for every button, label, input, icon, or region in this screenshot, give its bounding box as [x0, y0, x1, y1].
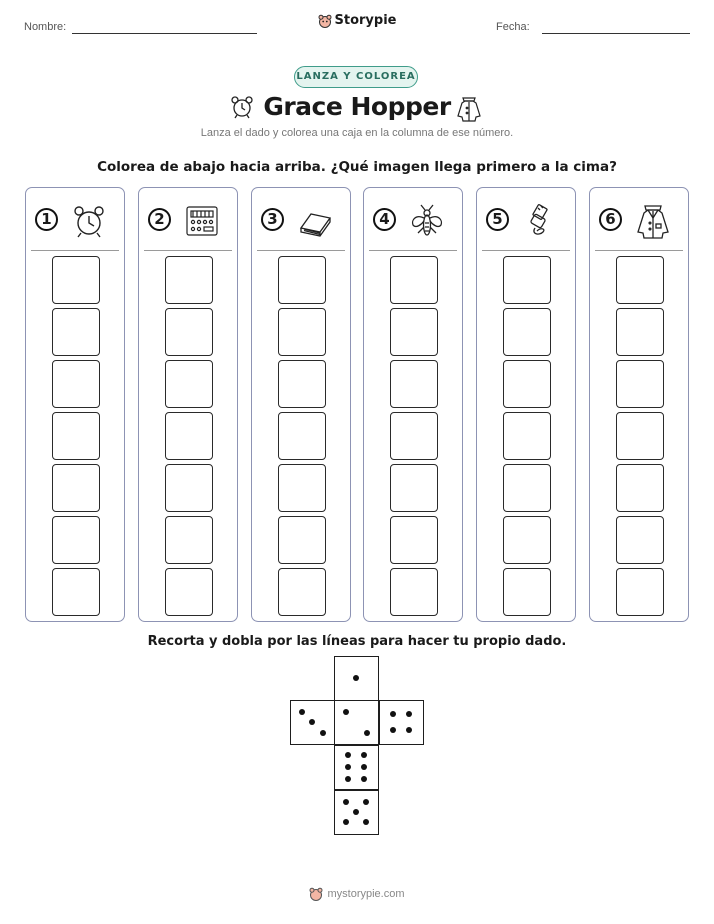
race-column-4 — [363, 187, 463, 622]
column-header — [599, 204, 683, 242]
brand-name: Storypie — [334, 13, 397, 28]
book-icon — [296, 202, 334, 240]
die-pip — [353, 809, 359, 815]
color-box[interactable] — [278, 412, 326, 460]
column-number: 5 — [486, 208, 509, 231]
color-box[interactable] — [278, 308, 326, 356]
color-box[interactable] — [52, 464, 100, 512]
color-box[interactable] — [278, 516, 326, 564]
column-divider — [257, 250, 345, 251]
die-face-3 — [290, 700, 335, 745]
color-box[interactable] — [503, 256, 551, 304]
column-number: 2 — [148, 208, 171, 231]
color-box[interactable] — [52, 412, 100, 460]
die-face-2 — [334, 700, 379, 745]
color-box[interactable] — [390, 412, 438, 460]
storypie-logo-icon — [309, 887, 323, 901]
subtitle: Lanza el dado y colorea una caja en la columna de ese número. — [200, 127, 514, 139]
color-box[interactable] — [503, 568, 551, 616]
navy-uniform-icon — [455, 94, 483, 122]
name-line[interactable] — [72, 33, 257, 34]
die-pip — [361, 776, 367, 782]
color-box[interactable] — [503, 464, 551, 512]
die-pip — [320, 730, 326, 736]
instruction: Colorea de abajo hacia arriba. ¿Qué imagen llega primero a la cima? — [97, 159, 617, 175]
column-header — [373, 204, 457, 242]
race-column-3 — [251, 187, 351, 622]
die-pip — [363, 799, 369, 805]
race-column-6 — [589, 187, 689, 622]
die-pip — [361, 752, 367, 758]
color-box[interactable] — [278, 568, 326, 616]
color-box[interactable] — [616, 412, 664, 460]
column-header — [148, 204, 232, 242]
color-box[interactable] — [616, 568, 664, 616]
color-box[interactable] — [616, 308, 664, 356]
die-pip — [364, 730, 370, 736]
column-number: 1 — [35, 208, 58, 231]
color-box[interactable] — [278, 360, 326, 408]
color-box[interactable] — [52, 360, 100, 408]
die-face-1 — [334, 656, 379, 701]
column-header — [261, 204, 345, 242]
page-title: Grace Hopper — [263, 92, 451, 121]
die-pip — [361, 764, 367, 770]
die-pip — [343, 709, 349, 715]
column-number: 3 — [261, 208, 284, 231]
color-box[interactable] — [165, 308, 213, 356]
color-box[interactable] — [616, 360, 664, 408]
color-box[interactable] — [165, 360, 213, 408]
column-number: 6 — [599, 208, 622, 231]
color-box[interactable] — [52, 308, 100, 356]
color-box[interactable] — [503, 360, 551, 408]
die-pip — [345, 764, 351, 770]
name-label: Nombre: — [24, 21, 67, 33]
color-box[interactable] — [165, 464, 213, 512]
die-pip — [406, 727, 412, 733]
color-box[interactable] — [390, 464, 438, 512]
column-divider — [482, 250, 570, 251]
color-box[interactable] — [278, 464, 326, 512]
race-column-5 — [476, 187, 576, 622]
computer-panel-icon — [183, 202, 221, 240]
color-box[interactable] — [52, 256, 100, 304]
die-pip — [345, 752, 351, 758]
color-box[interactable] — [165, 568, 213, 616]
die-pip — [406, 711, 412, 717]
color-box[interactable] — [616, 516, 664, 564]
color-box[interactable] — [52, 516, 100, 564]
die-pip — [363, 819, 369, 825]
color-box[interactable] — [390, 516, 438, 564]
die-pip — [343, 799, 349, 805]
die-pip — [390, 727, 396, 733]
color-box[interactable] — [390, 360, 438, 408]
die-face-5 — [334, 790, 379, 835]
color-box[interactable] — [616, 256, 664, 304]
brand — [0, 13, 714, 33]
column-divider — [595, 250, 683, 251]
bug-icon — [408, 202, 446, 240]
date-label: Fecha: — [496, 21, 530, 33]
footer-url: mystorypie.com — [327, 888, 405, 900]
die-pip — [343, 819, 349, 825]
navy-uniform-icon — [634, 202, 672, 240]
color-box[interactable] — [278, 256, 326, 304]
color-box[interactable] — [390, 568, 438, 616]
color-box[interactable] — [165, 412, 213, 460]
color-box[interactable] — [503, 308, 551, 356]
column-divider — [31, 250, 119, 251]
die-face-6 — [334, 745, 379, 790]
usb-connector-icon — [521, 202, 559, 240]
column-header — [35, 204, 119, 242]
alarm-clock-icon — [70, 202, 108, 240]
storypie-logo-icon — [318, 14, 332, 28]
die-face-4 — [379, 700, 424, 745]
race-column-1 — [25, 187, 125, 622]
color-box[interactable] — [390, 308, 438, 356]
die-pip — [390, 711, 396, 717]
date-line[interactable] — [542, 33, 690, 34]
color-box[interactable] — [165, 256, 213, 304]
column-header — [486, 204, 570, 242]
color-box[interactable] — [390, 256, 438, 304]
activity-badge: LANZA Y COLOREA — [294, 66, 418, 88]
die-pip — [299, 709, 305, 715]
column-divider — [144, 250, 232, 251]
color-box[interactable] — [52, 568, 100, 616]
color-box[interactable] — [616, 464, 664, 512]
footer — [0, 887, 714, 906]
column-number: 4 — [373, 208, 396, 231]
color-box[interactable] — [165, 516, 213, 564]
die-pip — [345, 776, 351, 782]
race-column-2 — [138, 187, 238, 622]
die-pip — [309, 719, 315, 725]
color-box[interactable] — [503, 516, 551, 564]
column-divider — [369, 250, 457, 251]
cut-instruction: Recorta y dobla por las líneas para hacer tu propio dado. — [147, 634, 567, 649]
die-pip — [353, 675, 359, 681]
color-box[interactable] — [503, 412, 551, 460]
